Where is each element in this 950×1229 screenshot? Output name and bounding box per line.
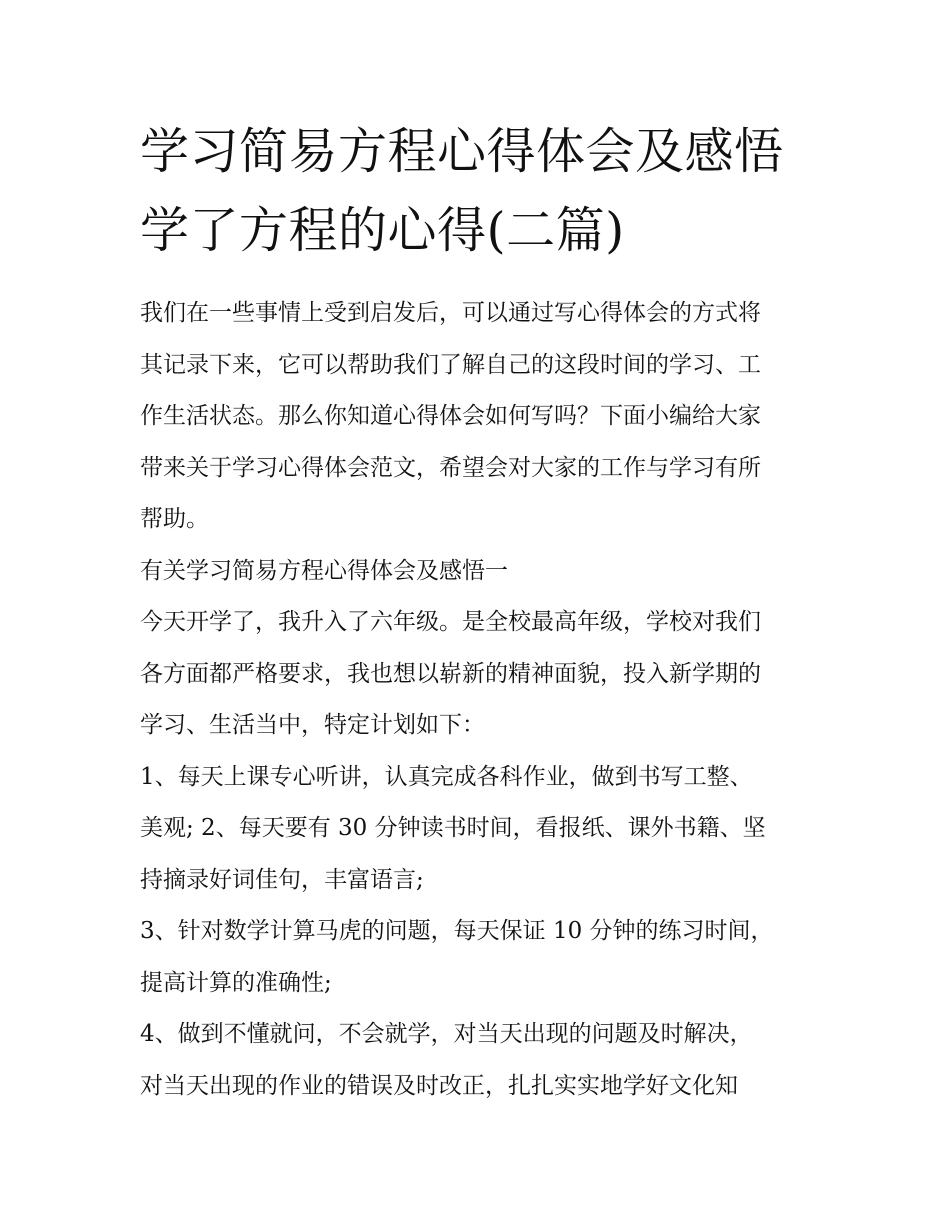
text-line: 带来关于学习心得体会范文，希望会对大家的工作与学习有所	[140, 454, 761, 481]
document-title	[140, 112, 820, 270]
text-line: 持摘录好词佳句，丰富语言;	[140, 866, 424, 893]
text-line: 帮助。	[140, 506, 209, 532]
text-line: 其记录下来，它可以帮助我们了解自己的这段时间的学习、工	[140, 351, 761, 378]
text-line: 美观; 2、每天要有 30 分钟读书时间，看报纸、课外书籍、坚	[140, 815, 766, 841]
body-paragraph	[140, 597, 820, 752]
text-line: 各方面都严格要求，我也想以崭新的精神面貌，投入新学期的	[140, 660, 761, 687]
text-line: 有关学习简易方程心得体会及感悟一	[140, 557, 508, 584]
text-line: 提高计算的准确性;	[140, 969, 332, 996]
text-line: 对当天出现的作业的错误及时改正，扎扎实实地学好文化知	[140, 1072, 738, 1099]
text-line: 作生活状态。那么你知道心得体会如何写吗？下面小编给大家	[140, 403, 761, 429]
list-item-4	[140, 1009, 820, 1112]
text-line: 4、做到不懂就问，不会就学，对当天出现的问题及时解决，	[140, 1021, 753, 1047]
document-page	[140, 112, 820, 1112]
list-item-3	[140, 906, 820, 1009]
title-line: 学习简易方程心得体会及感悟	[140, 123, 784, 180]
document-body	[140, 288, 820, 1112]
title-line: 学了方程的心得(二篇)	[140, 202, 625, 259]
text-line: 我们在一些事情上受到启发后，可以通过写心得体会的方式将	[140, 300, 761, 326]
list-item-1-2	[140, 752, 820, 907]
intro-paragraph	[140, 288, 820, 546]
text-line: 学习、生活当中，特定计划如下：	[140, 712, 485, 738]
section-heading	[140, 546, 820, 598]
text-line: 3、针对数学计算马虎的问题，每天保证 10 分钟的练习时间，	[140, 918, 774, 944]
text-line: 今天开学了，我升入了六年级。是全校最高年级，学校对我们	[140, 609, 761, 635]
text-line: 1、每天上课专心听讲，认真完成各科作业，做到书写工整、	[140, 763, 753, 790]
